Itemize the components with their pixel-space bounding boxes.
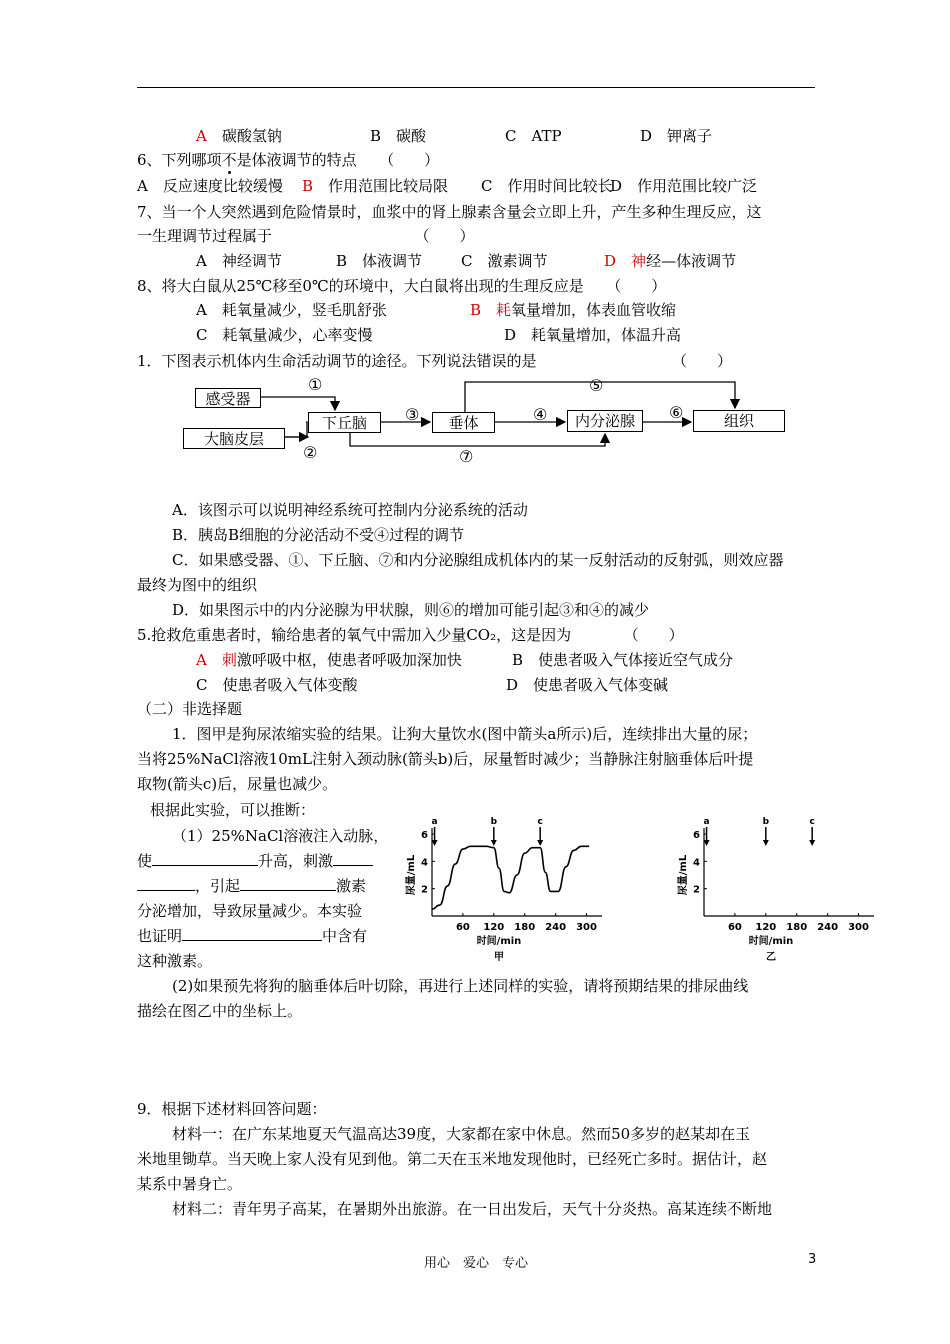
section2-para-line2: 当将25%NaCl溶液10mL注射入颈动脉(箭头b)后，尿量暂时减少；当静脉注射脑垂体后叶提: [137, 750, 754, 768]
q8-option-d: D 耗氧量增加，体温升高: [504, 326, 682, 344]
sub1-line1: （1）25%NaCl溶液注入动脉，: [172, 827, 389, 845]
section2-para-line3: 取物(箭头c)后，尿量也减少。: [137, 775, 338, 793]
hypothalamus-box: 下丘脑: [308, 412, 381, 433]
x-tick-label: 180: [514, 922, 536, 933]
sub1-line5: 也证明 中含有: [137, 927, 368, 945]
sub2-line2: 描绘在图乙中的坐标上。: [137, 1002, 303, 1020]
q8-option-b: B 耗氧量增加，体表血管收缩: [470, 301, 677, 319]
q1-stem: 1．下图表示机体内生命活动调节的途径。下列说法错误的是: [137, 352, 537, 370]
regulation-pathway-diagram: [175, 372, 795, 472]
header-rule: [137, 87, 815, 88]
sub1-line3: ，引起 激素: [137, 876, 366, 896]
x-axis-label: 时间/min: [476, 936, 522, 947]
arrow-head-b: [491, 840, 497, 846]
y-tick-label: 6: [693, 830, 700, 841]
footer-slogan: 用心 爱心 专心: [424, 1256, 529, 1271]
q6-option-a: A 反应速度比较缓慢: [137, 177, 283, 195]
chart-title: 甲: [494, 952, 504, 962]
x-tick-label: 60: [455, 922, 470, 933]
pituitary-box: 垂体: [432, 412, 495, 433]
sub1-line2: 使 升高，刺激: [137, 851, 373, 871]
y-tick-label: 2: [693, 884, 700, 896]
x-tick-label: 120: [483, 922, 505, 933]
q7-option-b: B 体液调节: [336, 252, 423, 270]
q1-option-b: B．胰岛B细胞的分泌活动不受④过程的调节: [172, 526, 465, 544]
x-tick-label: 240: [545, 922, 567, 933]
q8-option-c: C 耗氧量减少，心率变慢: [196, 326, 373, 344]
chart-jia: [404, 812, 604, 962]
q9-material2-line1: 材料二：青年男子高某，在暑期外出旅游。在一日出发后，天气十分炎热。高某连续不断地: [172, 1200, 773, 1218]
label-4: ④: [533, 405, 548, 424]
q9-stem: 9．根据下述材料回答问题：: [137, 1100, 327, 1118]
q1-option-c-line1: C．如果感受器、①、下丘脑、⑦和内分泌腺组成机体内的某一反射活动的反射弧，则效应器: [172, 551, 784, 569]
q7-option-c: C 激素调节: [461, 252, 548, 270]
arrow-label-b: b: [762, 817, 770, 827]
prev-option-c: C ATP: [505, 127, 562, 145]
x-tick-label: 180: [786, 922, 808, 933]
y-tick-label: 4: [693, 857, 700, 869]
q5-stem: 5.抢救危重患者时，输给患者的氧气中需加入少量CO₂，这是因为 （ ）: [137, 626, 684, 644]
urine-volume-line-0: [432, 846, 589, 909]
q6-stem: 6、下列哪项不是体液调节的特点 （ ）: [137, 151, 440, 169]
x-tick-label: 120: [755, 922, 777, 933]
page-number: 3: [808, 1252, 817, 1267]
q7-stem-line2: 一生理调节过程属于 （ ）: [137, 227, 475, 245]
x-axis-label: 时间/min: [748, 936, 794, 947]
label-1: ①: [308, 375, 323, 394]
cortex-box: 大脑皮层: [183, 428, 285, 449]
blank-1[interactable]: [152, 851, 258, 866]
y-tick-label: 2: [421, 884, 428, 896]
sub2-line1: (2)如果预先将狗的脑垂体后叶切除，再进行上述同样的实验，请将预期结果的排尿曲线: [172, 977, 749, 995]
y-axis-label: 尿量/mL: [406, 854, 417, 896]
label-5: ⑤: [589, 376, 604, 395]
blank-4[interactable]: [182, 926, 322, 941]
q7-stem-line1: 7、当一个人突然遇到危险情景时，血浆中的肾上腺素含量会立即上升，产生多种生理反应，这: [137, 203, 762, 221]
y-axis-label: 尿量/mL: [678, 854, 689, 896]
section2-title: （二）非选择题: [137, 700, 243, 718]
q7-option-d: D 神经—体液调节: [604, 252, 737, 270]
x-tick-label: 300: [848, 922, 869, 933]
y-tick-label: 4: [421, 857, 428, 869]
arrow-1: [260, 397, 335, 410]
q9-material1-line1: 材料一：在广东某地夏天气温高达39度，大家都在家中休息。然而50多岁的赵某却在玉: [172, 1125, 751, 1143]
section2-para-line1: 1．图甲是狗尿浓缩实验的结果。让狗大量饮水(图中箭头a所示)后，连续排出大量的尿；: [172, 725, 758, 743]
q5-option-d: D 使患者吸入气体变碱: [506, 676, 669, 694]
q8-option-a: A 耗氧量减少，竖毛肌舒张: [196, 301, 387, 319]
x-tick-label: 60: [727, 922, 742, 933]
arrow-label-c: c: [537, 817, 543, 827]
chart-title: 乙: [766, 952, 776, 962]
q8-stem: 8、将大白鼠从25℃移至0℃的环境中，大白鼠将出现的生理反应是 （ ）: [137, 277, 667, 295]
q6-option-b: B 作用范围比较局限: [302, 177, 449, 195]
q1-option-a: A．该图示可以说明神经系统可控制内分泌系统的活动: [172, 501, 528, 519]
q1-option-c-line2: 最终为图中的组织: [137, 576, 258, 594]
receptor-box: 感受器: [195, 388, 261, 408]
prev-option-a: A 碳酸氢钠: [196, 127, 282, 145]
blank-3[interactable]: [240, 876, 336, 891]
arrow-label-c: c: [809, 817, 815, 827]
chart-yi[interactable]: [676, 812, 876, 962]
q1-option-d: D．如果图示中的内分泌腺为甲状腺，则⑥的增加可能引起③和④的减少: [172, 601, 650, 619]
arrow-head-b: [763, 840, 769, 846]
q5-option-c: C 使患者吸入气体变酸: [196, 676, 358, 694]
q1-answer-paren: （ ）: [672, 352, 733, 370]
prev-option-d: D 钾离子: [640, 127, 713, 145]
blank-2a[interactable]: [333, 851, 373, 866]
arrow-head-c: [537, 840, 543, 846]
arrow-label-a: a: [431, 817, 438, 827]
gland-box: 内分泌腺: [567, 410, 643, 432]
label-3: ③: [405, 405, 420, 424]
label-2: ②: [303, 443, 318, 462]
q7-option-a: A 神经调节: [196, 252, 282, 270]
x-tick-label: 300: [576, 922, 597, 933]
q6-option-d: D 作用范围比较广泛: [610, 177, 758, 195]
blank-2b[interactable]: [137, 876, 195, 891]
label-6: ⑥: [669, 403, 684, 422]
arrow-2-line: [284, 422, 307, 437]
q5-option-a: A 刺激呼吸中枢，使患者呼吸加深加快: [196, 651, 462, 669]
y-tick-label: 6: [421, 830, 428, 841]
arrow-head-c: [809, 840, 815, 846]
q5-option-b: B 使患者吸入气体接近空气成分: [512, 651, 734, 669]
label-7: ⑦: [459, 447, 474, 466]
arrow-label-a: a: [703, 817, 710, 827]
q9-material1-line3: 某系中暑身亡。: [137, 1175, 243, 1193]
arrow-7: [350, 432, 605, 446]
q6-option-c: C 作用时间比较长: [481, 177, 613, 195]
arrow-label-b: b: [490, 817, 498, 827]
prev-option-b: B 碳酸: [370, 127, 427, 145]
sub1-line4: 分泌增加，导致尿量减少。本实验: [137, 902, 363, 920]
q9-material1-line2: 米地里锄草。当天晚上家人没有见到他。第二天在玉米地发现他时，已经死亡多时。据估计，赵: [137, 1150, 768, 1168]
section2-inference: 根据此实验，可以推断：: [150, 801, 316, 819]
sub1-line6: 这种激素。: [137, 952, 213, 970]
tissue-box: 组织: [693, 410, 785, 432]
x-tick-label: 240: [817, 922, 839, 933]
